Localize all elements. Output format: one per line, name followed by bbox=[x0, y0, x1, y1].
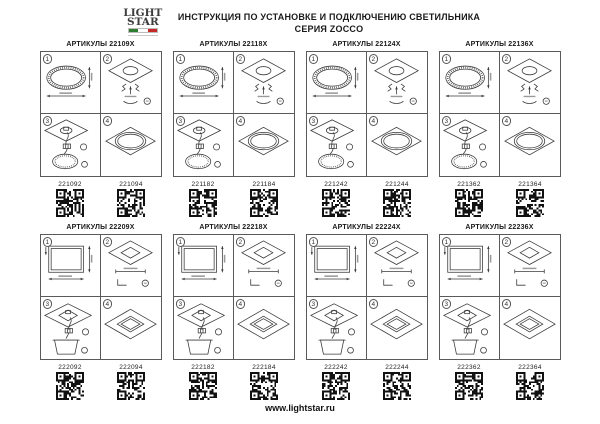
article-numbers bbox=[173, 364, 295, 371]
article-number: 222242 bbox=[324, 364, 348, 371]
step-cell-2 bbox=[234, 52, 294, 114]
step-cell-4 bbox=[500, 114, 560, 176]
step-number-badge: 1 bbox=[176, 54, 186, 64]
panel-header: АРТИКУЛЫ 22118X bbox=[199, 41, 268, 48]
step-cell-4 bbox=[101, 114, 161, 176]
panel-22218X bbox=[173, 224, 295, 400]
panel-header: АРТИКУЛЫ 22218X bbox=[199, 224, 268, 231]
step-cell-3 bbox=[174, 297, 234, 359]
article-numbers bbox=[306, 181, 428, 188]
step-cell-1 bbox=[440, 235, 500, 297]
header bbox=[0, 0, 600, 36]
step-cell-3 bbox=[440, 297, 500, 359]
article-number: 222092 bbox=[58, 364, 82, 371]
step-grid bbox=[40, 234, 162, 360]
step-cell-4 bbox=[234, 114, 294, 176]
qr-codes bbox=[173, 189, 295, 217]
step-grid bbox=[439, 51, 561, 177]
step-cell-1 bbox=[174, 235, 234, 297]
article-number: 221094 bbox=[119, 181, 143, 188]
panel-header: АРТИКУЛЫ 22236X bbox=[465, 224, 534, 231]
article-numbers bbox=[439, 181, 561, 188]
article-number: 222364 bbox=[518, 364, 542, 371]
panel-22124X bbox=[306, 41, 428, 217]
step-cell-1 bbox=[440, 52, 500, 114]
qr-code bbox=[189, 189, 217, 217]
step-grid bbox=[439, 234, 561, 360]
lightstar-logo bbox=[120, 9, 166, 36]
step-cell-3 bbox=[440, 114, 500, 176]
step-cell-4 bbox=[367, 297, 427, 359]
step-cell-1 bbox=[41, 235, 101, 297]
step-number-badge: 2 bbox=[502, 54, 512, 64]
step-number-badge: 3 bbox=[442, 116, 452, 126]
article-number: 221182 bbox=[191, 181, 215, 188]
qr-code bbox=[455, 372, 483, 400]
panel-header: АРТИКУЛЫ 22209X bbox=[66, 224, 135, 231]
step-number-badge: 4 bbox=[369, 116, 379, 126]
article-number: 222182 bbox=[191, 364, 215, 371]
article-numbers bbox=[40, 364, 162, 371]
panel-22118X bbox=[173, 41, 295, 217]
qr-codes bbox=[40, 372, 162, 400]
panel-22136X bbox=[439, 41, 561, 217]
qr-code bbox=[250, 372, 278, 400]
step-number-badge: 4 bbox=[502, 116, 512, 126]
step-cell-3 bbox=[174, 114, 234, 176]
italian-flag-stripe bbox=[128, 28, 158, 33]
qr-code bbox=[56, 189, 84, 217]
panel-header: АРТИКУЛЫ 22124X bbox=[332, 41, 401, 48]
panel-22109X bbox=[40, 41, 162, 217]
panel-row-1 bbox=[0, 41, 600, 217]
qr-code bbox=[117, 372, 145, 400]
step-number-badge: 3 bbox=[176, 299, 186, 309]
article-numbers bbox=[306, 364, 428, 371]
flag-green-segment bbox=[129, 29, 138, 32]
step-number-badge: 3 bbox=[309, 116, 319, 126]
article-numbers bbox=[173, 181, 295, 188]
qr-codes bbox=[306, 372, 428, 400]
step-grid bbox=[173, 234, 295, 360]
step-number-badge: 3 bbox=[176, 116, 186, 126]
qr-code bbox=[56, 372, 84, 400]
step-number-badge: 2 bbox=[103, 54, 113, 64]
step-number-badge: 4 bbox=[236, 299, 246, 309]
article-number: 221092 bbox=[58, 181, 82, 188]
article-number: 221184 bbox=[252, 181, 276, 188]
article-number: 221364 bbox=[518, 181, 542, 188]
qr-code bbox=[250, 189, 278, 217]
page-title-block bbox=[178, 9, 480, 35]
step-cell-2 bbox=[500, 52, 560, 114]
step-number-badge: 2 bbox=[103, 237, 113, 247]
step-number-badge: 2 bbox=[236, 54, 246, 64]
instructions-rows bbox=[0, 41, 600, 400]
step-cell-2 bbox=[367, 235, 427, 297]
article-number: 222184 bbox=[252, 364, 276, 371]
article-number: 221242 bbox=[324, 181, 348, 188]
flag-red-segment bbox=[148, 29, 157, 32]
step-cell-1 bbox=[174, 52, 234, 114]
page-title: ИНСТРУКЦИЯ ПО УСТАНОВКЕ И ПОДКЛЮЧЕНИЮ СВЕТИЛЬНИКА bbox=[177, 12, 481, 22]
panel-22209X bbox=[40, 224, 162, 400]
step-grid bbox=[173, 51, 295, 177]
flag-white-segment bbox=[138, 29, 147, 32]
step-number-badge: 3 bbox=[43, 116, 53, 126]
step-cell-4 bbox=[101, 297, 161, 359]
panel-22236X bbox=[439, 224, 561, 400]
step-cell-2 bbox=[500, 235, 560, 297]
article-numbers bbox=[439, 364, 561, 371]
footer-url: www.lightstar.ru bbox=[265, 403, 335, 413]
qr-codes bbox=[439, 189, 561, 217]
qr-codes bbox=[306, 189, 428, 217]
logo-text-star: STAR bbox=[126, 15, 159, 28]
step-number-badge: 2 bbox=[369, 237, 379, 247]
qr-code bbox=[383, 372, 411, 400]
step-number-badge: 2 bbox=[236, 237, 246, 247]
panel-header: АРТИКУЛЫ 22136X bbox=[465, 41, 534, 48]
qr-code bbox=[117, 189, 145, 217]
step-number-badge: 2 bbox=[369, 54, 379, 64]
qr-code bbox=[322, 372, 350, 400]
step-cell-1 bbox=[307, 52, 367, 114]
step-cell-4 bbox=[367, 114, 427, 176]
step-number-badge: 1 bbox=[442, 237, 452, 247]
step-grid bbox=[306, 51, 428, 177]
logo-text-light: LIGHT bbox=[123, 7, 163, 19]
step-cell-3 bbox=[307, 114, 367, 176]
panel-row-2 bbox=[0, 224, 600, 400]
step-cell-1 bbox=[41, 52, 101, 114]
step-cell-2 bbox=[101, 52, 161, 114]
qr-code bbox=[455, 189, 483, 217]
step-number-badge: 4 bbox=[369, 299, 379, 309]
panel-header: АРТИКУЛЫ 22224X bbox=[332, 224, 401, 231]
qr-code bbox=[383, 189, 411, 217]
step-number-badge: 2 bbox=[502, 237, 512, 247]
series-subtitle: СЕРИЯ ZOCCO bbox=[294, 24, 364, 34]
qr-code bbox=[516, 189, 544, 217]
step-cell-2 bbox=[234, 235, 294, 297]
step-number-badge: 4 bbox=[103, 116, 113, 126]
step-number-badge: 3 bbox=[309, 299, 319, 309]
qr-codes bbox=[173, 372, 295, 400]
qr-code bbox=[189, 372, 217, 400]
step-number-badge: 1 bbox=[176, 237, 186, 247]
step-number-badge: 4 bbox=[502, 299, 512, 309]
step-grid bbox=[306, 234, 428, 360]
step-cell-1 bbox=[307, 235, 367, 297]
qr-codes bbox=[439, 372, 561, 400]
step-number-badge: 3 bbox=[442, 299, 452, 309]
step-cell-2 bbox=[101, 235, 161, 297]
article-number: 222362 bbox=[457, 364, 481, 371]
logo-tagline-smudge bbox=[128, 35, 158, 37]
panel-header: АРТИКУЛЫ 22109X bbox=[66, 41, 135, 48]
step-cell-2 bbox=[367, 52, 427, 114]
step-cell-3 bbox=[307, 297, 367, 359]
step-cell-3 bbox=[41, 114, 101, 176]
article-number: 221362 bbox=[457, 181, 481, 188]
qr-code bbox=[322, 189, 350, 217]
article-numbers bbox=[40, 181, 162, 188]
step-number-badge: 4 bbox=[103, 299, 113, 309]
step-cell-4 bbox=[500, 297, 560, 359]
step-number-badge: 4 bbox=[236, 116, 246, 126]
step-cell-3 bbox=[41, 297, 101, 359]
panel-22224X bbox=[306, 224, 428, 400]
qr-codes bbox=[40, 189, 162, 217]
step-number-badge: 1 bbox=[43, 237, 53, 247]
step-number-badge: 1 bbox=[43, 54, 53, 64]
step-number-badge: 1 bbox=[309, 237, 319, 247]
qr-code bbox=[516, 372, 544, 400]
step-number-badge: 3 bbox=[43, 299, 53, 309]
article-number: 221244 bbox=[385, 181, 409, 188]
article-number: 222094 bbox=[119, 364, 143, 371]
step-number-badge: 1 bbox=[442, 54, 452, 64]
step-cell-4 bbox=[234, 297, 294, 359]
step-grid bbox=[40, 51, 162, 177]
step-number-badge: 1 bbox=[309, 54, 319, 64]
article-number: 222244 bbox=[385, 364, 409, 371]
